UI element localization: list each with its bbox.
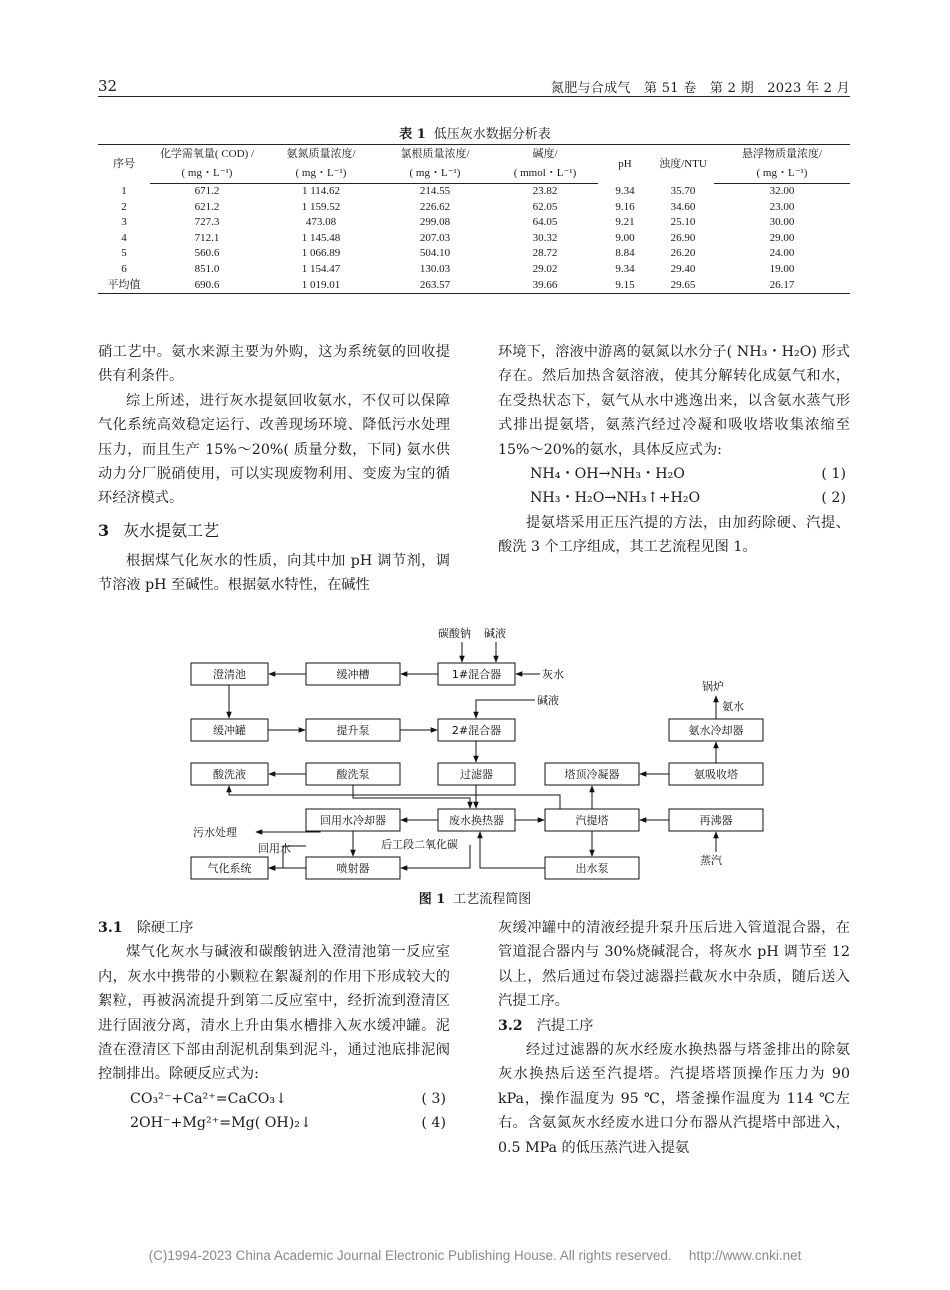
flow-line <box>480 832 545 868</box>
paragraph: 灰缓冲罐中的清液经提升泵升压后进入管道混合器，在管道混合器内与 30%烧碱混合，将灰水 pH 调节至 12 以上，然后通过布袋过滤器拦截灰水中杂质，随后送入汽提工序。 <box>498 920 850 1010</box>
table-cell: 64.05 <box>532 216 558 229</box>
label-acid-pump: 酸洗泵 <box>336 768 370 781</box>
subsection-number: 3.1 <box>98 920 123 936</box>
label-mixer2: 2#混合器 <box>451 724 502 737</box>
table-cell: 226.62 <box>419 200 451 213</box>
paragraph: 根据煤气化灰水的性质，向其中加 pH 调节剂，调节溶液 pH 至碱性。根据氨水特性，在碱性 <box>98 552 450 594</box>
table-cell: 29.00 <box>769 231 795 244</box>
subsection-title: 除硬工序 <box>136 920 194 936</box>
table-cell: 25.10 <box>670 216 696 229</box>
table-cell: 5 <box>121 247 127 260</box>
label-sodium-carbonate: 碳酸钠 <box>438 627 471 640</box>
label-mixer1: 1#混合器 <box>451 668 502 681</box>
subsection-number: 3.2 <box>498 1017 523 1034</box>
label-absorber: 氨吸收塔 <box>694 768 738 781</box>
table-cell: 32.00 <box>769 185 795 197</box>
label-ammonia-cooler: 氨水冷却器 <box>688 724 744 737</box>
header-cell: 氨氮质量浓度/ <box>264 145 378 165</box>
figure-caption-text: 工艺流程简图 <box>453 892 532 907</box>
table-cell: 299.08 <box>419 216 451 229</box>
table-cell: 560.6 <box>194 247 220 260</box>
label-alkali-top: 碱液 <box>484 627 506 640</box>
equation <box>98 1087 450 1111</box>
table-cell: 263.57 <box>378 278 492 294</box>
table-cell: 621.2 <box>194 200 220 213</box>
table-cell: 9.34 <box>615 262 635 275</box>
equation-number: ( 3) <box>421 1090 446 1107</box>
label-grey-water: 灰水 <box>542 668 564 681</box>
label-buffer-drum: 缓冲罐 <box>213 724 246 737</box>
table-cell: 130.03 <box>419 262 451 275</box>
table-cell: 30.00 <box>769 216 795 229</box>
header-cell: 氯根质量浓度/ <box>378 145 492 165</box>
table-cell: 9.34 <box>615 184 635 197</box>
paragraph: 硝工艺中。氨水来源主要为外购，这为系统氨的回收提供有利条件。 <box>98 344 450 385</box>
table-cell: 9.00 <box>615 231 635 244</box>
table-cell: 727.3 <box>194 216 220 229</box>
left-column-bottom <box>98 916 450 1136</box>
header-cell: 浊度/NTU <box>652 145 714 184</box>
equation-number: ( 2) <box>821 490 846 507</box>
label-ejector: 喷射器 <box>336 862 370 875</box>
table-cell: 712.1 <box>194 231 220 244</box>
table-cell: 26.17 <box>714 278 850 294</box>
flow-line <box>476 700 535 718</box>
table-cell: 504.10 <box>419 247 451 260</box>
table-cell: 1 145.48 <box>301 231 341 244</box>
subsection-title: 汽提工序 <box>536 1017 594 1034</box>
figure-caption-label: 图 1 <box>418 892 446 907</box>
equation-number: ( 4) <box>421 1115 446 1132</box>
table-cell: 473.08 <box>305 216 337 229</box>
table-cell: 19.00 <box>769 262 795 275</box>
table-cell: 8.84 <box>615 247 635 260</box>
page-number: 32 <box>98 77 118 95</box>
header-cell: pH <box>598 145 652 184</box>
unit-cell: ( mmol・L⁻¹) <box>492 164 598 184</box>
label-outlet-pump: 出水泵 <box>575 862 609 875</box>
table-cell: 29.65 <box>652 278 714 294</box>
table-cell: 1 <box>121 184 127 197</box>
label-return-cooler: 回用水冷却器 <box>320 814 386 827</box>
table-cell: 9.16 <box>615 200 635 213</box>
table-cell: 1 019.01 <box>264 278 378 294</box>
table-caption-text: 低压灰水数据分析表 <box>433 127 551 142</box>
label-clarifier: 澄清池 <box>213 668 246 681</box>
label-co2: 后工段二氧化碳 <box>381 838 458 851</box>
equation-number: ( 1) <box>821 466 846 483</box>
subsection-heading <box>98 916 450 940</box>
table-cell: 2 <box>121 200 127 213</box>
table-cell: 23.00 <box>769 200 795 213</box>
table-cell: 9.21 <box>615 216 635 229</box>
table-cell: 9.15 <box>598 278 652 294</box>
subsection-heading <box>498 1014 850 1038</box>
table-cell: 6 <box>121 262 127 275</box>
paragraph: 提氨塔采用正压汽提的方法，由加药除硬、汽提、酸洗 3 个工序组成，其工艺流程见图 1。 <box>498 514 850 556</box>
equation-body: 2OH⁻+Mg²⁺=Mg( OH)₂↓ <box>130 1115 312 1132</box>
table-cell: 26.90 <box>670 231 696 244</box>
label-lift-pump: 提升泵 <box>336 724 370 737</box>
label-sewage: 污水处理 <box>193 826 237 839</box>
section-title: 灰水提氨工艺 <box>123 520 220 540</box>
section-number: 3 <box>98 520 110 540</box>
table-cell: 851.0 <box>194 262 220 275</box>
table-cell: 平均值 <box>98 278 150 294</box>
label-waste-hx: 废水换热器 <box>449 814 504 827</box>
unit-cell: ( mg・L⁻¹) <box>714 164 850 184</box>
label-steam: 蒸汽 <box>700 854 722 867</box>
table-cell: 1 154.47 <box>301 262 341 275</box>
equation <box>98 1111 450 1135</box>
table-cell: 30.32 <box>532 231 558 244</box>
label-gasifier: 气化系统 <box>207 862 252 875</box>
table-cell: 23.82 <box>532 185 558 197</box>
label-stripper: 汽提塔 <box>575 814 609 827</box>
equation-body: NH₄・OH→NH₃・H₂O <box>530 466 685 483</box>
table-cell: 29.40 <box>670 262 696 275</box>
label-ammonia-water: 氨水 <box>722 700 744 713</box>
paragraph: 综上所述，进行灰水提氨回收氨水，不仅可以保障气化系统高效稳定运行、改善现场环境、降低污水处理压力，而且生产 15%～20%( 质量分数，下同) 氨水供动力分厂脱硝使用，可以实现废物利用、变废为宝的循环经济模式。 <box>98 392 450 507</box>
paragraph: 经过过滤器的灰水经废水换热器与塔釜排出的除氨灰水换热后送至汽提塔。汽提塔塔顶操作压力为 90 kPa，操作温度为 95 ℃，塔釜操作温度为 114 ℃左右。含氨氮灰水经废水进口分布器从汽提塔中部进入，0.5 MPa 的低压蒸汽进入提氨 <box>498 1042 850 1156</box>
table-cell: 29.02 <box>532 262 558 275</box>
label-top-condenser: 塔顶冷凝器 <box>564 768 620 781</box>
header-cell: 碱度/ <box>492 145 598 165</box>
label-buffer-tank: 缓冲槽 <box>336 668 370 681</box>
equation-body: CO₃²⁻+Ca²⁺=CaCO₃↓ <box>130 1090 287 1107</box>
flow-line <box>353 785 470 808</box>
header-cell: 悬浮物质量浓度/ <box>714 145 850 165</box>
journal-header: 氮肥与合成气 第 51 卷 第 2 期 2023 年 2 月 <box>550 81 850 96</box>
table-cell: 24.00 <box>769 247 795 260</box>
equation-body: NH₃・H₂O→NH₃↑+H₂O <box>530 490 701 507</box>
unit-cell: ( mg・L⁻¹) <box>264 164 378 184</box>
label-return-water: 回用水 <box>258 842 291 855</box>
label-acid-liquid: 酸洗液 <box>213 768 246 781</box>
table-cell: 28.72 <box>532 247 558 260</box>
label-filter: 过滤器 <box>460 768 493 781</box>
header-cell: 序号 <box>98 145 150 184</box>
table-cell: 3 <box>121 216 127 229</box>
copyright-footer: (C)1994-2023 China Academic Journal Electronic Publishing House. All rights reserved. http://www.cnki.net <box>148 1248 802 1263</box>
table-cell: 671.2 <box>194 185 220 197</box>
unit-cell: ( mg・L⁻¹) <box>378 164 492 184</box>
table-cell: 4 <box>121 231 127 244</box>
table-cell: 1 066.89 <box>301 247 341 260</box>
label-boiler: 锅炉 <box>702 680 724 693</box>
table-cell: 214.55 <box>419 185 451 197</box>
table-cell: 62.05 <box>532 200 558 213</box>
label-alkali-mid: 碱液 <box>537 694 559 707</box>
paragraph: 煤气化灰水与碱液和碳酸钠进入澄清池第一反应室内，灰水中携带的小颗粒在絮凝剂的作用下形成较大的絮粒，再被涡流提升到第二反应室中，经折流到澄清区进行固液分离，清水上升由集水槽排入灰水缓冲罐。泥渣在澄清区下部由刮泥机刮集到泥斗，通过池底排泥阀控制排出。除硬反应式为: <box>98 944 450 1083</box>
table-cell: 39.66 <box>492 278 598 294</box>
header-cell: 化学需氧量( COD) / <box>150 145 264 165</box>
table-cell: 207.03 <box>419 231 451 244</box>
table-cell: 26.20 <box>670 247 696 260</box>
table-cell: 35.70 <box>670 184 696 197</box>
paragraph: 环境下，溶液中游离的氨氮以水分子( NH₃・H₂O) 形式存在。然后加热含氨溶液，使其分解转化成氨气和水，在受热状态下，氨气从水中逃逸出来，以含氨水蒸气形式排出提氨塔，氨蒸汽经过冷凝和吸收塔收集浓缩至 15%～20%的氨水，具体反应式为: <box>498 344 850 458</box>
figure-caption <box>0 888 950 907</box>
table-cell: 1 114.62 <box>301 185 341 197</box>
table-cell: 34.60 <box>670 200 696 213</box>
table-cell: 690.6 <box>150 278 264 294</box>
unit-cell: ( mg・L⁻¹) <box>150 164 264 184</box>
table-caption-label: 表 1 <box>399 127 426 142</box>
label-reboiler: 再沸器 <box>699 814 733 827</box>
table-cell: 1 159.52 <box>301 200 341 213</box>
right-column-bottom <box>498 916 850 1160</box>
